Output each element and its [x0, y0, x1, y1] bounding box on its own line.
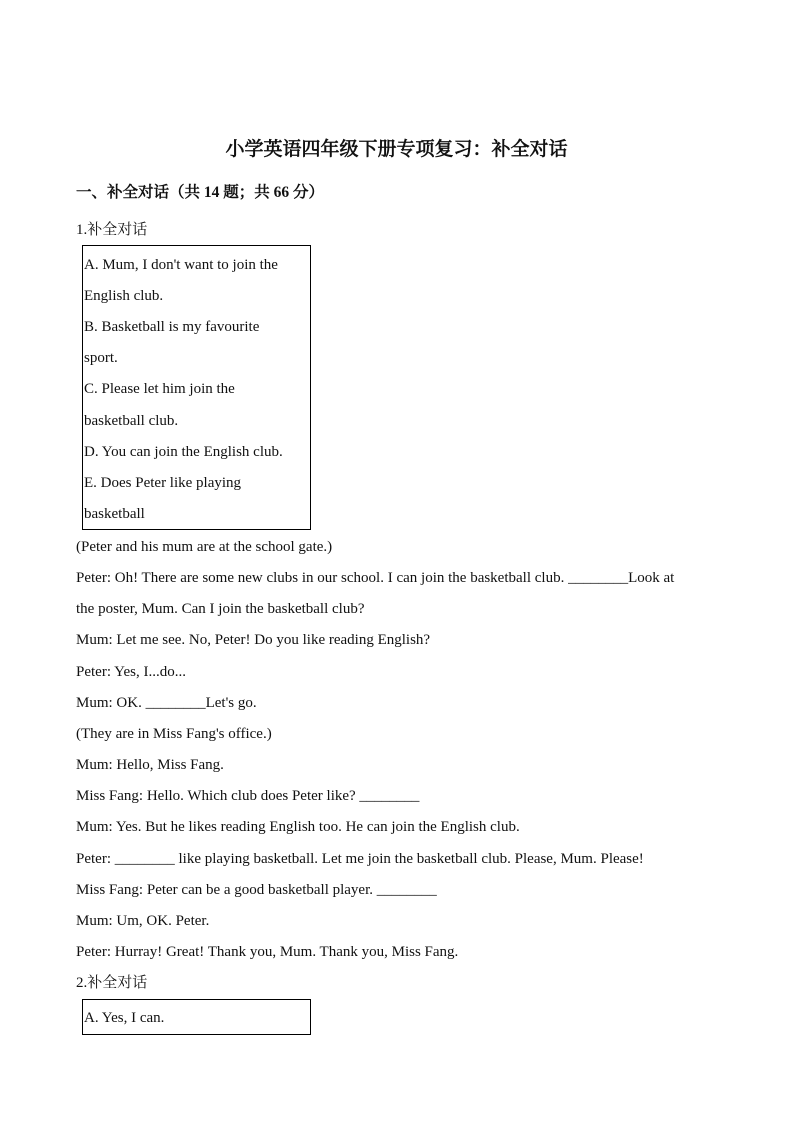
- option-line: sport.: [84, 350, 118, 367]
- question-1-options-box: [82, 245, 311, 530]
- option-line: English club.: [84, 288, 164, 305]
- dialogue-line: Miss Fang: Peter can be a good basketball player. ________: [76, 881, 437, 898]
- question-2-label: 2.补全对话: [76, 975, 148, 991]
- dialogue-line: Mum: OK. ________Let's go.: [76, 694, 257, 711]
- option-line: basketball: [84, 505, 145, 522]
- dialogue-line: Peter: Yes, I...do...: [76, 663, 187, 680]
- option-line: C. Please let him join the: [84, 381, 235, 398]
- option-line: E. Does Peter like playing: [84, 474, 242, 491]
- dialogue-line: Mum: Yes. But he likes reading English too. He can join the English club.: [76, 819, 520, 836]
- dialogue-line: the poster, Mum. Can I join the basketball club?: [76, 601, 365, 618]
- option-line: A. Mum, I don't want to join the: [84, 257, 278, 273]
- page-title: 小学英语四年级下册专项复习：补全对话: [225, 139, 568, 160]
- dialogue-line: (They are in Miss Fang's office.): [76, 725, 272, 742]
- dialogue-line: Peter: Hurray! Great! Thank you, Mum. Thank you, Miss Fang.: [76, 943, 459, 960]
- dialogue-line: Peter: Oh! There are some new clubs in our school. I can join the basketball club. ________Look at: [76, 570, 675, 587]
- dialogue-line: Mum: Hello, Miss Fang.: [76, 757, 224, 774]
- section-heading: 一、补全对话（共 14 题；共 66 分）: [76, 184, 325, 201]
- dialogue-line: Mum: Let me see. No, Peter! Do you like reading English?: [76, 632, 431, 649]
- dialogue-line: (Peter and his mum are at the school gate.): [76, 539, 333, 555]
- option-line: D. You can join the English club.: [84, 443, 283, 460]
- question-2-options-box: [82, 999, 311, 1035]
- question-1-label: 1.补全对话: [76, 222, 148, 238]
- dialogue-line: Miss Fang: Hello. Which club does Peter like? ________: [76, 788, 420, 805]
- option-line: basketball club.: [84, 412, 179, 429]
- option-line: B. Basketball is my favourite: [84, 319, 260, 336]
- dialogue-line: Peter: ________ like playing basketball. Let me join the basketball club. Please, Mum. Please!: [76, 850, 644, 867]
- dialogue-line: Mum: Um, OK. Peter.: [76, 912, 210, 929]
- option-line: A. Yes, I can.: [84, 1010, 165, 1026]
